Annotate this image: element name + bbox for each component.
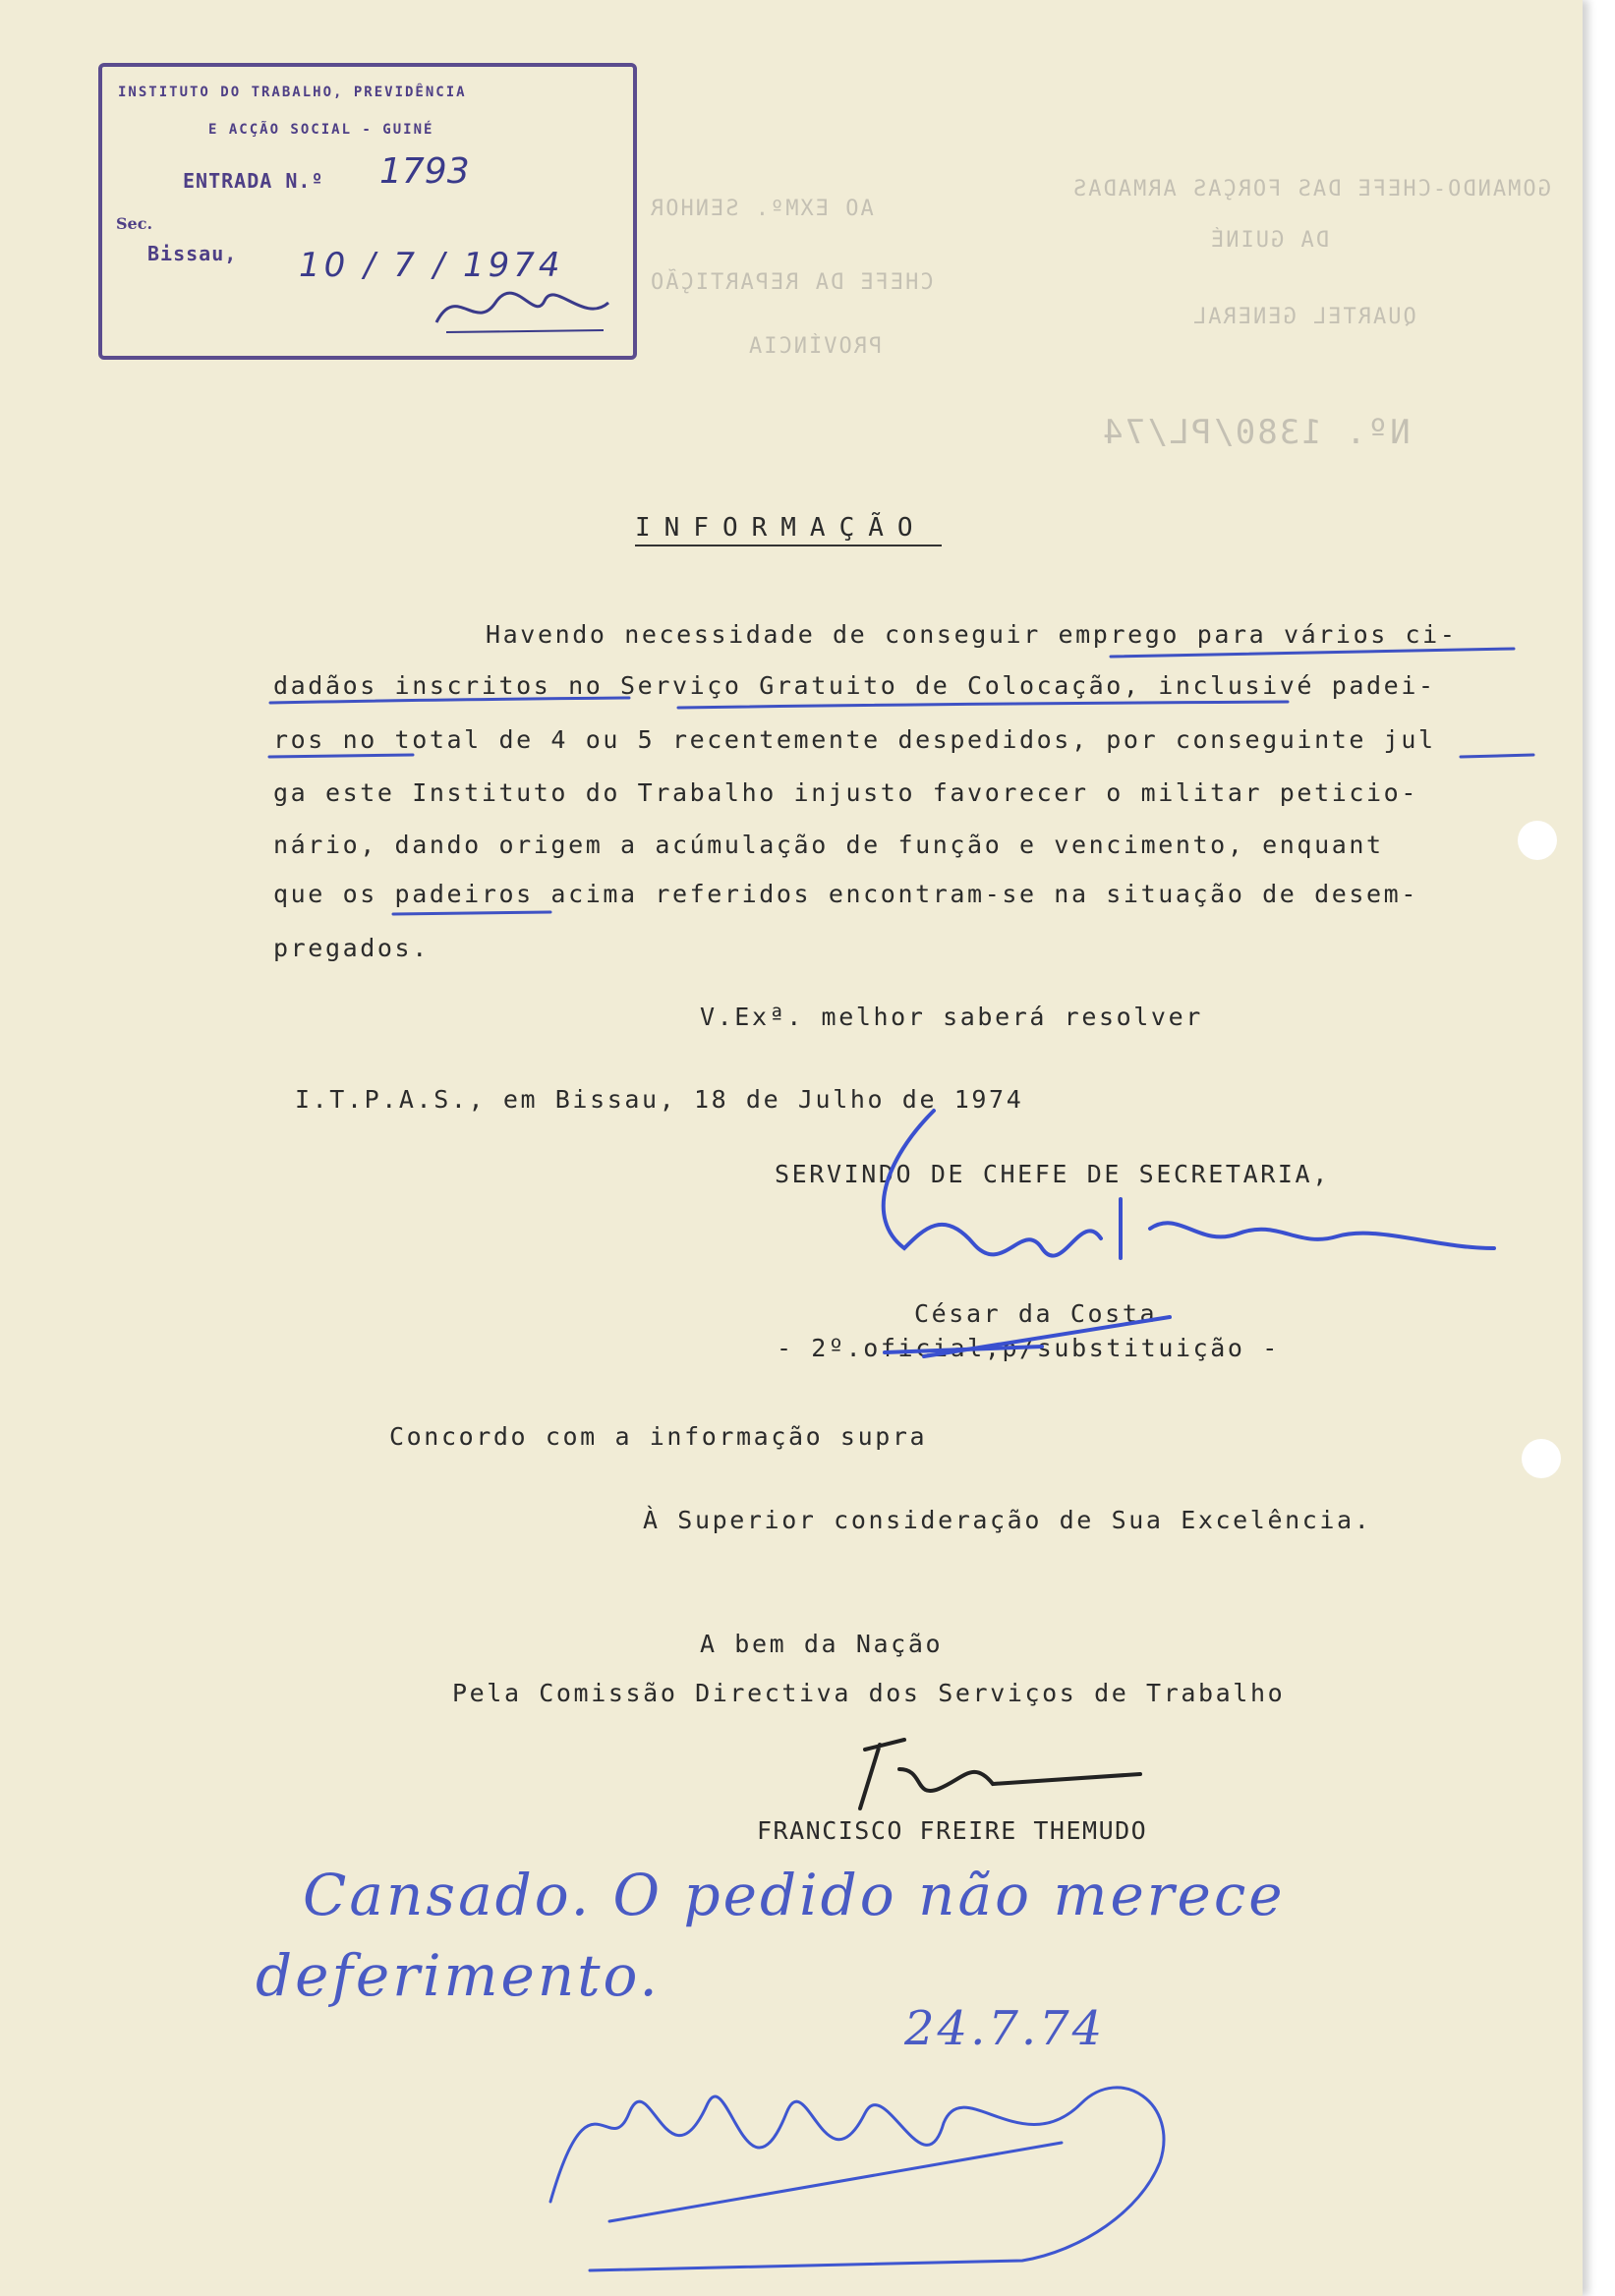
handwritten-decision-date: 24.7.74 [904, 2001, 1106, 2056]
bleed-through-ref: Nº. 1380/PL/74 [1101, 413, 1411, 452]
handwritten-decision-line-1: Cansado. O pedido não merece [303, 1862, 1286, 1928]
underline-que-os [393, 912, 550, 914]
bleed-through-addressee-3: PROVÍNCIA [747, 334, 883, 359]
bleed-through-addressee-1: AO EXMº. SENHOR [649, 197, 874, 221]
signer-role: SERVINDO DE CHEFE DE SECRETARIA, [775, 1160, 1330, 1188]
body-line-1: Havendo necessidade de conseguir emprego para vários ci- [486, 620, 1458, 649]
underline-dadaos [270, 698, 629, 703]
handwritten-decision-line-2: deferimento. [256, 1942, 661, 2009]
stamp-sec-label: Sec. [116, 214, 153, 233]
body-line-4: ga este Instituto do Trabalho injusto favorecer o militar peticio- [273, 778, 1418, 807]
signer-title: - 2º.oficial,p/substituição - [777, 1334, 1280, 1362]
punch-hole-upper [1518, 821, 1557, 860]
nation-salutation: A bem da Nação [700, 1630, 944, 1658]
closing-line: V.Exª. melhor saberá resolver [700, 1003, 1203, 1031]
place-date: I.T.P.A.S., em Bissau, 18 de Julho de 1974 [295, 1085, 1024, 1114]
bleed-through-header-1: GOMANDO-CHEFE DAS FORÇAS ARMADAS [1071, 177, 1551, 201]
punch-hole-lower [1522, 1439, 1561, 1478]
stamp-date-label: Bissau, [147, 242, 238, 265]
body-line-6: que os padeiros acima referidos encontram-se na situação de desem- [273, 880, 1418, 908]
bleed-through-addressee-2: CHEFE DA REPARTIÇÃO [649, 270, 934, 295]
stamp-entrada-label: ENTRADA N.º [183, 169, 324, 193]
underline-ros-no [269, 755, 413, 757]
signature-cesar [884, 1111, 1494, 1258]
stamp-date-value: 10 / 7 / 1974 [299, 246, 564, 285]
bleed-through-header-3: QUARTEL GENERAL [1191, 305, 1416, 329]
bleed-through-header-2: DA GUINÉ [1209, 228, 1329, 253]
page-title: INFORMAÇÃO [635, 513, 927, 543]
body-line-2: dadãos inscritos no Serviço Gratuito de Colocação, inclusivé padei- [273, 671, 1436, 700]
commission-signer: FRANCISCO FREIRE THEMUDO [757, 1816, 1148, 1845]
body-line-5: nário, dando origem a acúmulação de função e vencimento, enquant [273, 831, 1384, 859]
underline-jul [1461, 755, 1533, 757]
commission-line: Pela Comissão Directiva dos Serviços de Trabalho [452, 1679, 1286, 1707]
stamp-line-2: E ACÇÃO SOCIAL - GUINÉ [208, 122, 434, 138]
body-line-3: ros no total de 4 ou 5 recentemente despedidos, por conseguinte jul [273, 725, 1436, 754]
body-line-7: pregados. [273, 934, 430, 962]
signature-themudo [860, 1740, 1140, 1808]
stamp-line-1: INSTITUTO DO TRABALHO, PREVIDÊNCIA [118, 85, 467, 100]
underline-emprego [1111, 649, 1514, 657]
underline-servico [678, 702, 1288, 708]
stamp-entrada-number: 1793 [379, 151, 470, 192]
agreement-line: Concordo com a informação supra [389, 1422, 928, 1451]
superior-consideration: À Superior consideração de Sua Excelência. [643, 1506, 1372, 1534]
signer-name: César da Costa [914, 1299, 1158, 1328]
